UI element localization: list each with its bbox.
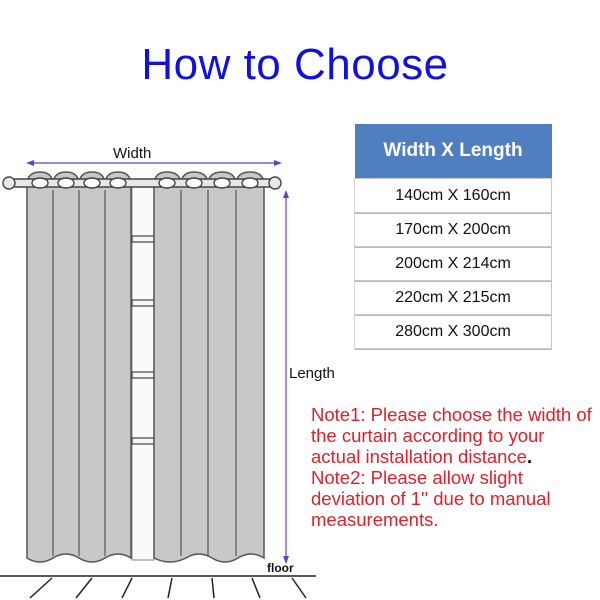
size-row: 220cm X 215cm	[355, 281, 552, 315]
floor-label: floor	[267, 561, 294, 575]
length-label: Length	[289, 365, 335, 382]
curtain-rod	[3, 177, 281, 189]
width-label: Width	[113, 145, 152, 162]
window-frame	[132, 185, 154, 560]
size-table-header: Width X Length	[355, 124, 552, 179]
notes	[311, 404, 596, 530]
size-row: 170cm X 200cm	[355, 213, 552, 247]
right-curtain-panel	[154, 172, 264, 562]
page-title: How to Choose	[141, 40, 449, 89]
size-row: 140cm X 160cm	[355, 179, 552, 213]
left-curtain-panel	[27, 172, 131, 562]
size-row: 200cm X 214cm	[355, 247, 552, 281]
floor	[0, 576, 316, 598]
width-dimension-arrow	[26, 160, 282, 166]
note-1: Note1: Please choose the width of the curtain according to your actual installation distance.	[311, 404, 592, 467]
note-2: Note2: Please allow slight deviation of 1'' due to manual measurements.	[311, 467, 551, 530]
size-row: 280cm X 300cm	[355, 315, 552, 349]
size-table	[354, 124, 552, 349]
